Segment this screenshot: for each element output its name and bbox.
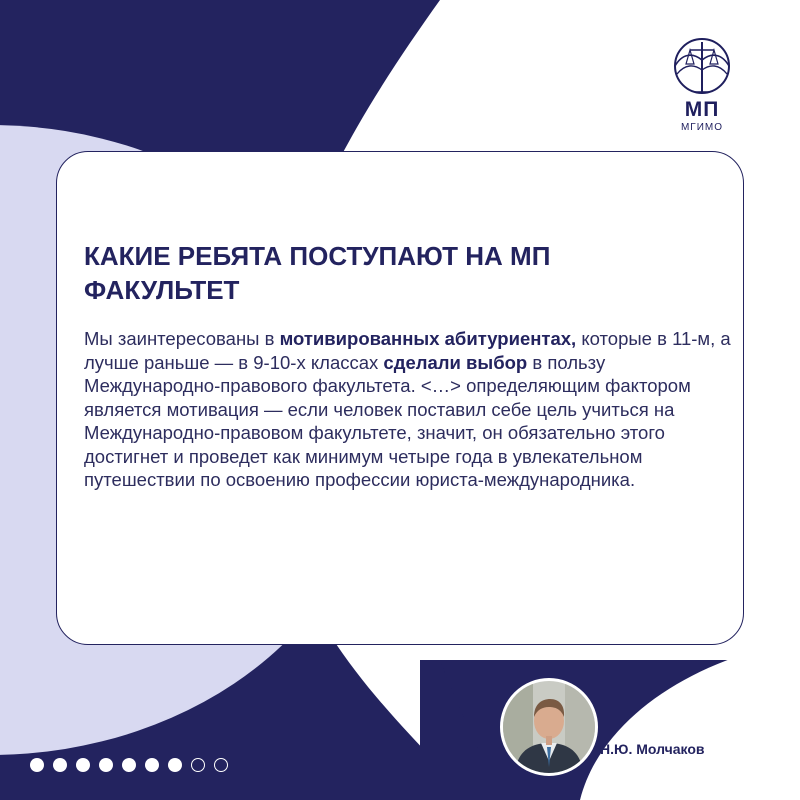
logo-subtitle: МГИМО [680, 122, 724, 133]
mgimo-logo [660, 34, 744, 134]
body-fragment: которые в 11-м, а лучше раньше — в 9-10-х классах [84, 328, 731, 373]
pagination-dot-active [168, 758, 182, 772]
pagination-dot-active [30, 758, 44, 772]
pagination-dot-active [99, 758, 113, 772]
pagination-dots [30, 758, 228, 778]
body-fragment: в пользу Международно-правового факультета. <…> определяющим фактором является мотивация — если человек поставил себе цель учиться на Международно-правовом факультете, значит, он обязательно этого достигнет и проведет как минимум четыре года в увлекательном путешествии по освоению профессии юриста-международника. [84, 351, 691, 490]
pagination-dot-active [122, 758, 136, 772]
author-avatar [500, 678, 598, 776]
emblem-icon [664, 34, 740, 98]
pagination-dot-active [53, 758, 67, 772]
pagination-dot-inactive [191, 758, 205, 772]
pagination-dot-active [145, 758, 159, 772]
pagination-dot-inactive [214, 758, 228, 772]
portrait-photo [503, 681, 595, 773]
card-body [84, 327, 734, 492]
body-fragment: Мы заинтересованы в [84, 328, 280, 349]
card-title: КАКИЕ РЕБЯТА ПОСТУПАЮТ НА МП ФАКУЛЬТЕТ [84, 241, 551, 305]
pagination-dot-active [76, 758, 90, 772]
author-name: Н.Ю. Молчаков [600, 741, 705, 757]
body-fragment-bold: сделали выбор [383, 351, 528, 373]
body-fragment-bold: мотивированных абитуриентах, [279, 328, 577, 349]
logo-title: МП [684, 98, 720, 121]
